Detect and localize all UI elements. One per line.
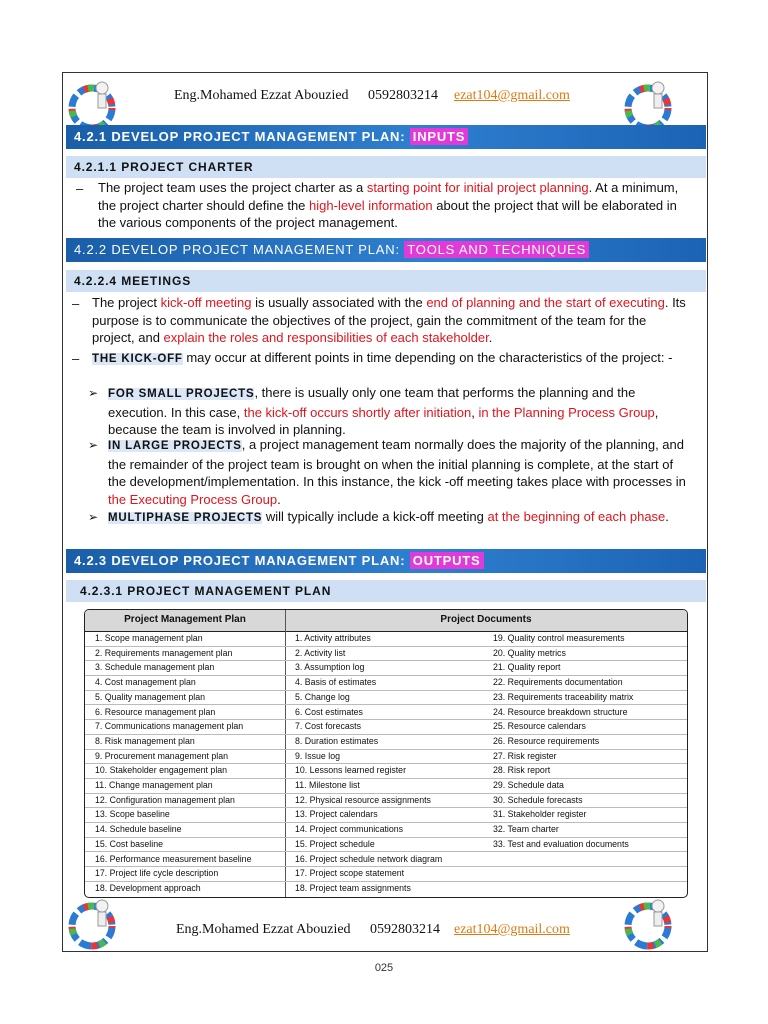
table-header xyxy=(85,610,687,632)
arrow-bullet-icon: ➢ xyxy=(88,438,99,452)
author-name: Eng.Mohamed Ezzat Abouzied xyxy=(174,88,349,103)
dash-bullet: – xyxy=(72,296,80,311)
table-row: 1. Scope management plan 1. Activity attributes 19. Quality control measurements xyxy=(85,631,687,647)
table-row: 9. Procurement management plan 9. Issue log 27. Risk register xyxy=(85,749,687,765)
author-email-link[interactable]: ezat104@gmail.com xyxy=(454,922,570,937)
table-row: 5. Quality management plan 5. Change log 23. Requirements traceability matrix xyxy=(85,690,687,706)
table-row: 18. Development approach 18. Project team assignments xyxy=(95,882,411,893)
pm-plan-table xyxy=(84,609,688,898)
table-row: 11. Change management plan 11. Milestone list 29. Schedule data xyxy=(85,778,687,794)
arrow-bullet-icon: ➢ xyxy=(88,510,99,524)
author-phone: 0592803214 xyxy=(368,88,438,103)
table-row: 14. Schedule baseline 14. Project communications 32. Team charter xyxy=(85,822,687,838)
table-row: 7. Communications management plan 7. Cost forecasts 25. Resource calendars xyxy=(85,719,687,735)
author-name: Eng.Mohamed Ezzat Abouzied xyxy=(176,922,351,937)
dash-bullet: – xyxy=(76,181,84,196)
arrow-bullet-icon: ➢ xyxy=(88,386,99,400)
table-row: 16. Performance measurement baseline 16. Project schedule network diagram xyxy=(85,852,687,868)
page-header xyxy=(0,88,768,118)
subsection-heading-meetings: 4.2.2.4 MEETINGS xyxy=(66,270,706,292)
table-header-pm-plan: Project Management Plan xyxy=(124,614,246,625)
subsection-heading-pm-plan: 4.2.3.1 PROJECT MANAGEMENT PLAN xyxy=(66,580,706,602)
bullet-multiphase-projects: MULTIPHASE PROJECTS will typically include a kick-off meeting at the beginning of each phase. xyxy=(108,509,669,524)
paragraph-kickoff-meeting: The project kick-off meeting is usually associated with the end of planning and the start of executing. Its purpose is to communicate the objectives of the project, gain the commitment of the team for the project, and explain the roles and responsibilities of each stakeholder. xyxy=(92,295,686,345)
paragraph-kickoff-timing: THE KICK-OFF may occur at different points in time depending on the characteristics of the project: - xyxy=(92,350,673,365)
section-heading-outputs: 4.2.3 DEVELOP PROJECT MANAGEMENT PLAN: OUTPUTS xyxy=(66,549,706,573)
table-row: 2. Requirements management plan 2. Activity list 20. Quality metrics xyxy=(85,646,687,662)
table-row: 13. Scope baseline 13. Project calendars 31. Stakeholder register xyxy=(85,807,687,823)
section-heading-tools: 4.2.2 DEVELOP PROJECT MANAGEMENT PLAN: TOOLS AND TECHNIQUES xyxy=(66,238,706,262)
table-row: 10. Stakeholder engagement plan 10. Lessons learned register 28. Risk report xyxy=(85,763,687,779)
table-header-project-documents: Project Documents xyxy=(440,614,532,625)
bullet-small-projects: FOR SMALL PROJECTS, there is usually only one team that performs the planning and the execution. In this case, the kick-off occurs shortly after initiation, in the Planning Process Group, because the team is involved in planning. xyxy=(108,385,659,437)
table-row: 12. Configuration management plan 12. Physical resource assignments 30. Schedule forecasts xyxy=(85,793,687,809)
table-row: 4. Cost management plan 4. Basis of estimates 22. Requirements documentation xyxy=(85,675,687,691)
table-row: 17. Project life cycle description 17. Project scope statement xyxy=(85,866,687,882)
author-email-link[interactable]: ezat104@gmail.com xyxy=(454,88,570,103)
table-row: 3. Schedule management plan 3. Assumption log 21. Quality report xyxy=(85,660,687,676)
page-footer xyxy=(0,922,768,952)
section-heading-inputs: 4.2.1 DEVELOP PROJECT MANAGEMENT PLAN: INPUTS xyxy=(66,125,706,149)
bullet-large-projects: IN LARGE PROJECTS, a project management team normally does the majority of the planning, and the remainder of the project team is brought on when the initial planning is complete, at the start of the development/implementation. In this instance, the kick -off meeting takes place with processes in the Executing Process Group. xyxy=(108,437,686,507)
table-row: 6. Resource management plan 6. Cost estimates 24. Resource breakdown structure xyxy=(85,705,687,721)
subsection-heading-project-charter: 4.2.1.1 PROJECT CHARTER xyxy=(66,156,706,178)
author-phone: 0592803214 xyxy=(370,922,440,937)
dash-bullet: – xyxy=(72,351,80,366)
table-row: 8. Risk management plan 8. Duration estimates 26. Resource requirements xyxy=(85,734,687,750)
paragraph-project-charter: The project team uses the project charter as a starting point for initial project planning. At a minimum, the project charter should define the high-level information about the project that will be elaborated in the various components of the project management. xyxy=(98,180,679,230)
table-row: 15. Cost baseline 15. Project schedule 33. Test and evaluation documents xyxy=(85,837,687,853)
page-number: 025 xyxy=(374,962,394,974)
